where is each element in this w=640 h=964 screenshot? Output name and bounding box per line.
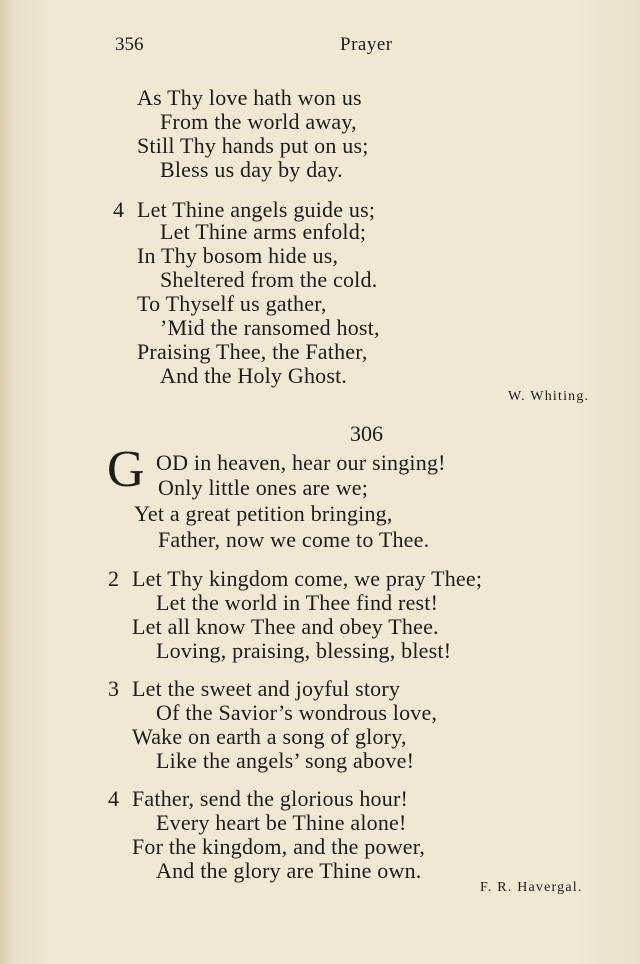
stanza-line: Let the sweet and joyful story — [132, 676, 401, 701]
stanza-line: Let Thy kingdom come, we pray Thee; — [132, 566, 483, 591]
stanza-line: Let the world in Thee find rest! — [156, 590, 439, 615]
verse-number: 3 — [108, 676, 119, 701]
prev-stanza-line: And the Holy Ghost. — [160, 363, 348, 388]
stanza-line: Of the Savior’s wondrous love, — [156, 700, 438, 725]
prev-stanza-line: Let Thine arms enfold; — [160, 219, 367, 244]
stanza-line: And the glory are Thine own. — [156, 858, 422, 883]
stanza-line: Yet a great petition bringing, — [134, 501, 393, 526]
prev-stanza-line: Praising Thee, the Father, — [137, 339, 368, 364]
stanza-line: For the kingdom, and the power, — [132, 834, 426, 859]
prev-stanza-line: To Thyself us gather, — [137, 291, 327, 316]
verse-number: 4 — [108, 786, 119, 811]
prev-stanza-line: ’Mid the ransomed host, — [160, 315, 380, 340]
stanza-line: OD in heaven, hear our singing! — [156, 450, 446, 475]
author-credit: W. Whiting. — [508, 389, 590, 404]
prev-stanza-line: In Thy bosom hide us, — [137, 243, 339, 268]
prev-stanza-line: Let Thine angels guide us; — [137, 197, 376, 222]
stanza-line: Wake on earth a song of glory, — [132, 724, 407, 749]
drop-cap: G — [107, 441, 145, 498]
verse-number: 2 — [108, 566, 119, 591]
prev-stanza-line: From the world away, — [160, 109, 357, 134]
stanza-line: Like the angels’ song above! — [156, 748, 415, 773]
stanza-line: Loving, praising, blessing, blest! — [156, 638, 452, 663]
author-credit: F. R. Havergal. — [480, 880, 583, 895]
stanza-line: Let all know Thee and obey Thee. — [132, 614, 439, 639]
prev-stanza-line: Bless us day by day. — [160, 157, 343, 182]
hymn-number: 306 — [350, 421, 383, 446]
page-number: 356 — [115, 34, 144, 55]
stanza-line: Only little ones are we; — [158, 475, 369, 500]
stanza-line: Father, send the glorious hour! — [132, 786, 408, 811]
stanza-line: Father, now we come to Thee. — [158, 527, 430, 552]
prev-stanza-line: Sheltered from the cold. — [160, 267, 378, 292]
verse-number: 4 — [113, 197, 124, 222]
section-title: Prayer — [340, 34, 393, 55]
page-edge-shadow — [0, 0, 14, 964]
prev-stanza-line: Still Thy hands put on us; — [137, 133, 369, 158]
prev-stanza-line: As Thy love hath won us — [137, 85, 362, 110]
stanza-line: Every heart be Thine alone! — [156, 810, 407, 835]
